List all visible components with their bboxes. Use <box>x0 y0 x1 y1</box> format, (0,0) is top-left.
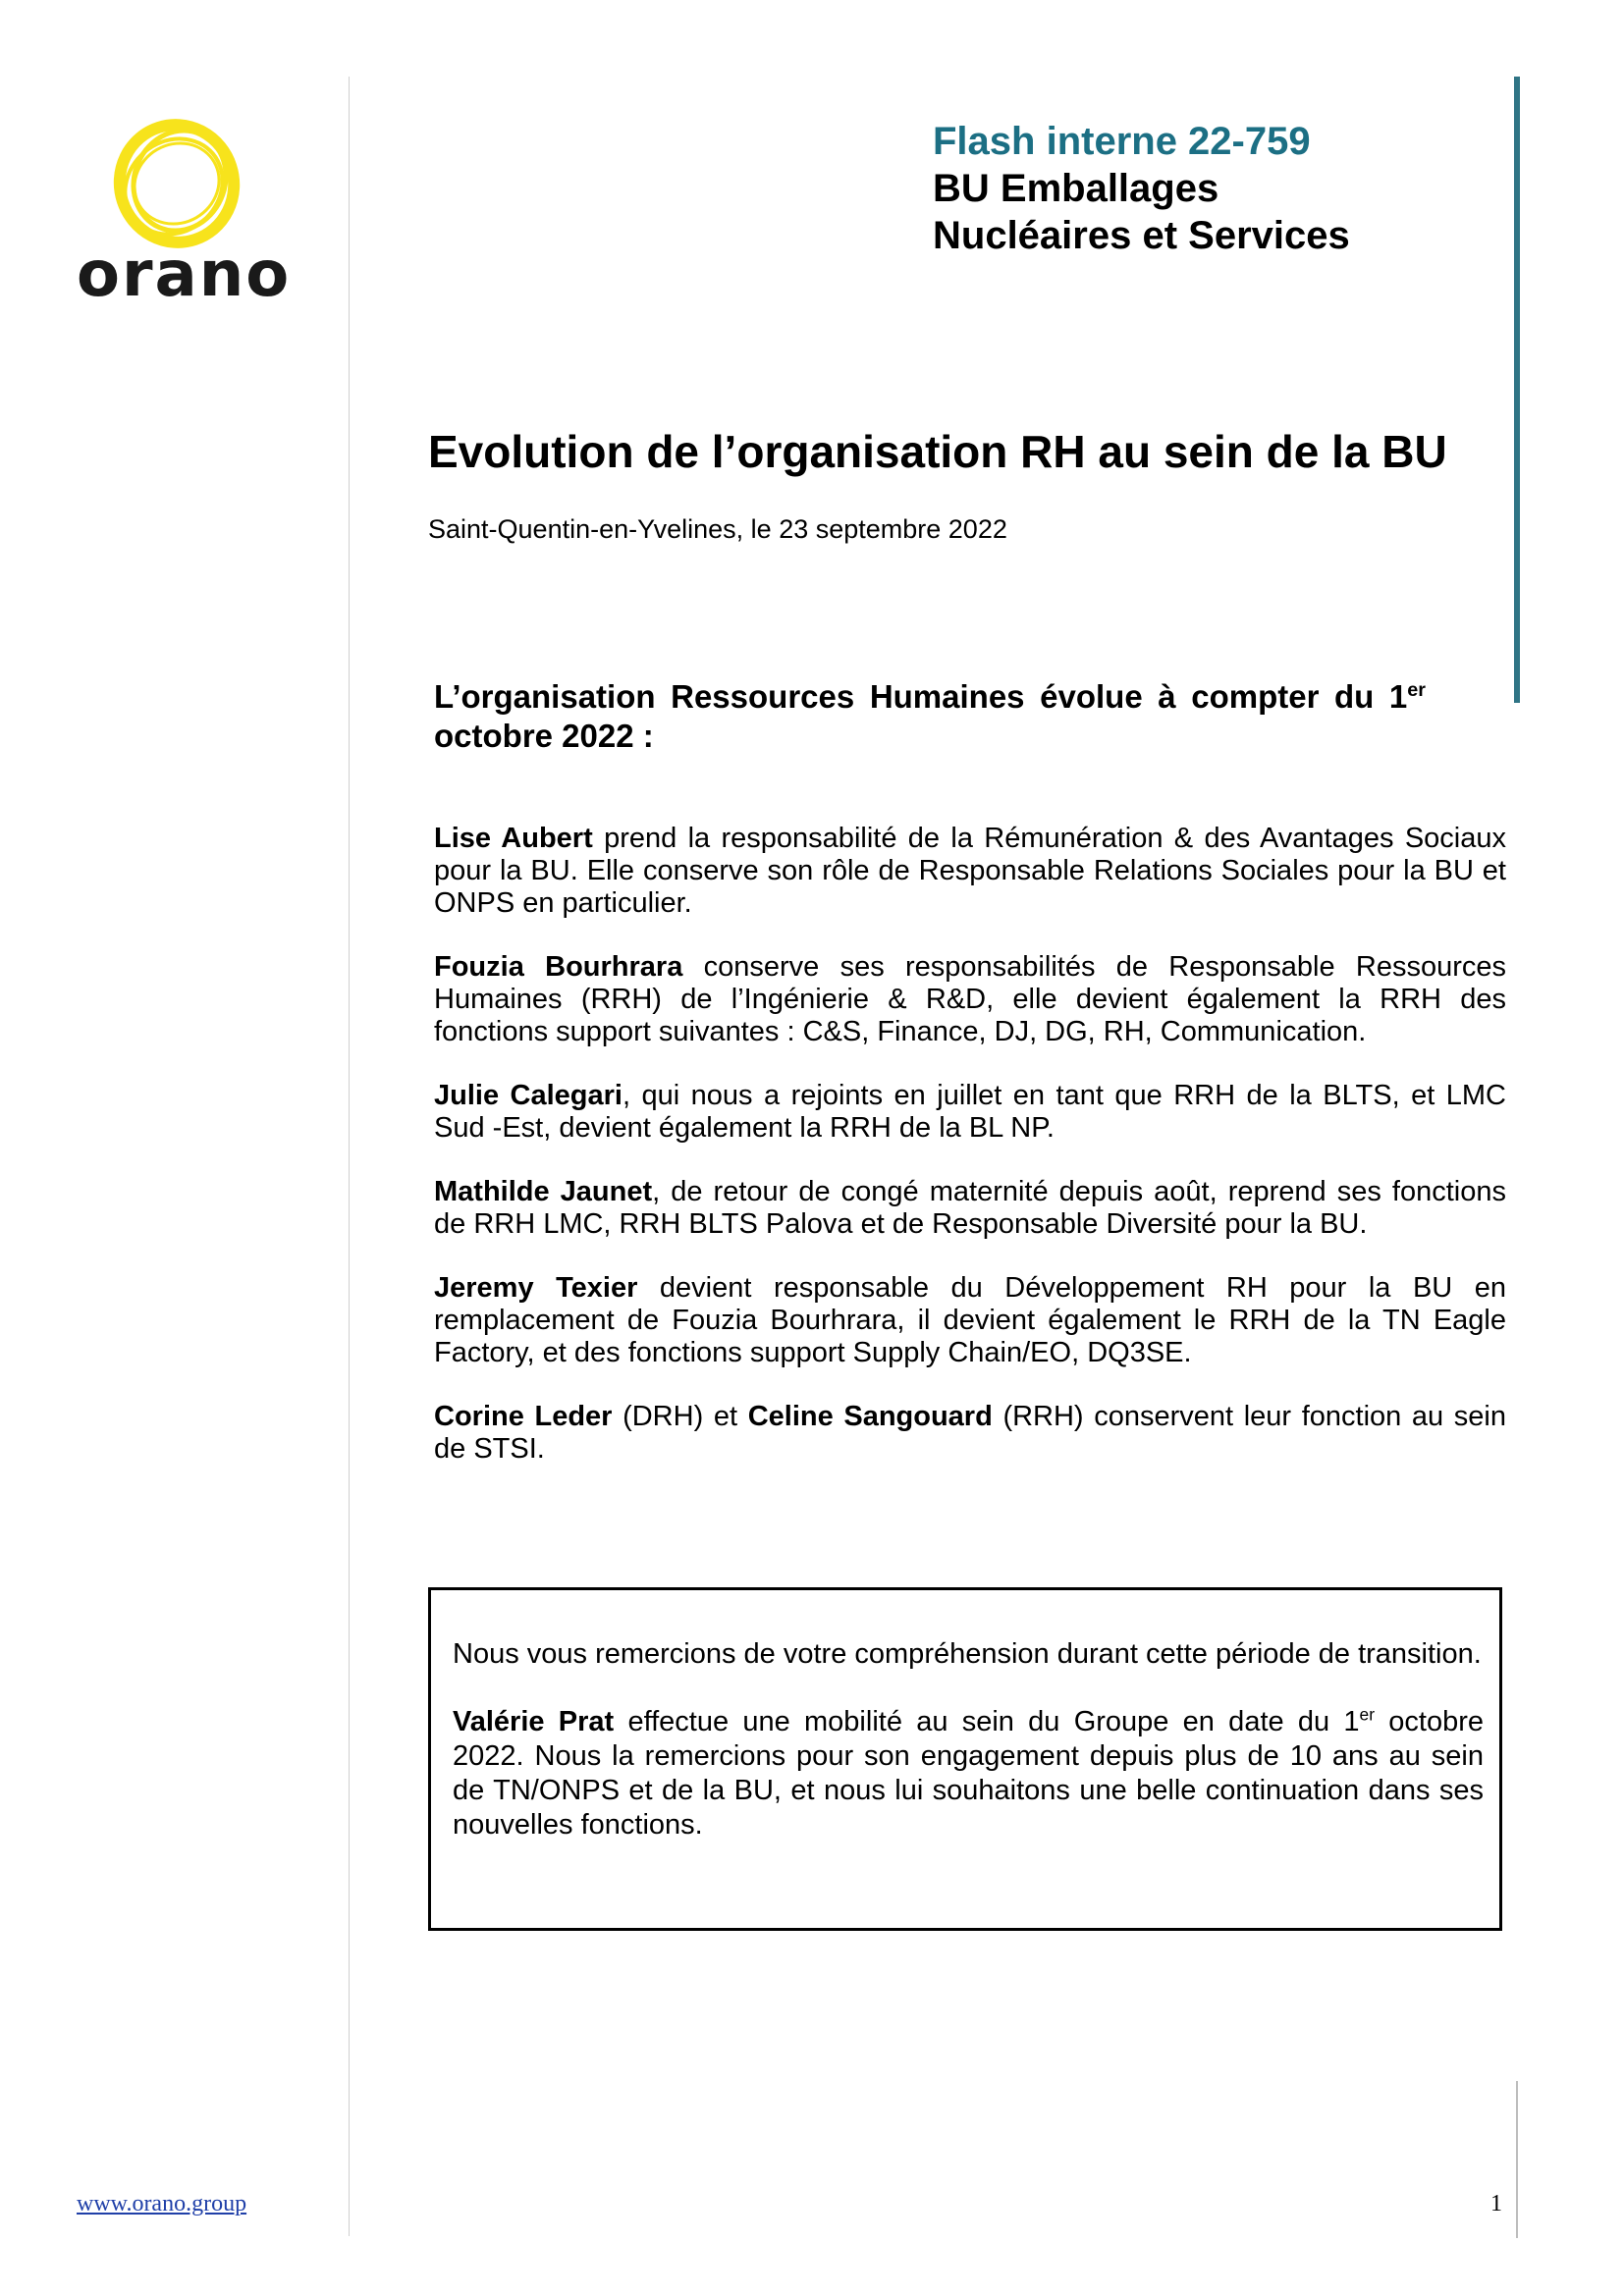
left-divider-line <box>349 77 350 2236</box>
person-name: Fouzia Bourhrara <box>434 951 683 983</box>
thanks-paragraph: Nous vous remercions de votre compréhension durant cette période de transition. <box>453 1638 1482 1670</box>
paragraph-julie-calegari <box>434 1080 1506 1145</box>
closing-note-box <box>428 1587 1502 1931</box>
document-header <box>933 118 1350 259</box>
paragraph-corine-leder <box>434 1401 1506 1466</box>
date-superscript: er <box>1359 1704 1375 1725</box>
website-link[interactable]: www.orano.group <box>77 2191 247 2216</box>
paragraph-jeremy-texier <box>434 1272 1506 1369</box>
person-name: Jeremy Texier <box>434 1272 638 1304</box>
flash-number: Flash interne 22-759 <box>933 120 1311 163</box>
paragraph-text: devient responsable du Développement RH pour la BU en remplacement de Fouzia Bourhrara, il devient également le RRH de la TN Eagle Factory, et des fonctions support Supply Chain/EO, DQ3SE. <box>434 1272 1507 1368</box>
paragraph-text: octobre 2022. Nous la remercions pour son engagement depuis plus de 10 ans au sein de TN/ONPS et de la BU, et nous lui souhaitons une belle continuation dans ses nouvelles fonctions. <box>453 1706 1484 1841</box>
paragraph-fouzia-bourhrara <box>434 951 1506 1048</box>
paragraph-text: , qui nous a rejoints en juillet en tant que RRH de la BLTS, et LMC Sud -Est, devient également la RRH de la BL NP. <box>434 1080 1506 1144</box>
dateline: Saint-Quentin-en-Yvelines, le 23 septembre 2022 <box>428 514 1007 544</box>
orano-ring-logo-icon <box>103 110 250 257</box>
right-accent-bar <box>1514 77 1520 703</box>
intro-superscript: er <box>1407 679 1426 701</box>
announcement-list <box>434 823 1506 1497</box>
page-title: Evolution de l’organisation RH au sein de la BU <box>428 426 1447 477</box>
paragraph-text: , de retour de congé maternité depuis août, reprend ses fonctions de RRH LMC, RRH BLTS Palova et de Responsable Diversité pour la BU. <box>434 1176 1506 1240</box>
paragraph-text: conserve ses responsabilités de Responsable Ressources Humaines (RRH) de l’Ingénierie & R&D, elle devient également la RRH des fonctions support suivantes : C&S, Finance, DJ, DG, RH, Communication. <box>434 951 1506 1047</box>
intro-text: L’organisation Ressources Humaines évolue à compter du 1 <box>434 678 1408 715</box>
business-unit-line2: Nucléaires et Services <box>933 214 1350 257</box>
business-unit-line1: BU Emballages <box>933 167 1219 210</box>
right-footer-line <box>1516 2081 1518 2238</box>
closing-note-content <box>453 1637 1484 1876</box>
person-name: Celine Sangouard <box>747 1401 993 1432</box>
paragraph-text: (RRH) conservent leur fonction au sein de STSI. <box>434 1401 1506 1465</box>
paragraph-text: (DRH) et <box>612 1401 748 1432</box>
page-number: 1 <box>1490 2191 1502 2216</box>
person-name: Lise Aubert <box>434 823 593 854</box>
orano-wordmark: orano <box>77 239 292 311</box>
intro-text-end: octobre 2022 : <box>434 718 654 754</box>
person-name: Mathilde Jaunet <box>434 1176 653 1207</box>
person-name: Julie Calegari <box>434 1080 623 1111</box>
intro-statement <box>434 677 1426 756</box>
person-name: Valérie Prat <box>453 1706 615 1737</box>
paragraph-lise-aubert <box>434 823 1506 920</box>
paragraph-mathilde-jaunet <box>434 1176 1506 1241</box>
paragraph-text: prend la responsabilité de la Rémunération & des Avantages Sociaux pour la BU. Elle conserve son rôle de Responsable Relations Sociales pour la BU et ONPS en particulier. <box>434 823 1507 919</box>
paragraph-text: effectue une mobilité au sein du Groupe en date du 1 <box>614 1706 1360 1737</box>
person-name: Corine Leder <box>434 1401 613 1432</box>
mobility-paragraph <box>453 1705 1484 1842</box>
